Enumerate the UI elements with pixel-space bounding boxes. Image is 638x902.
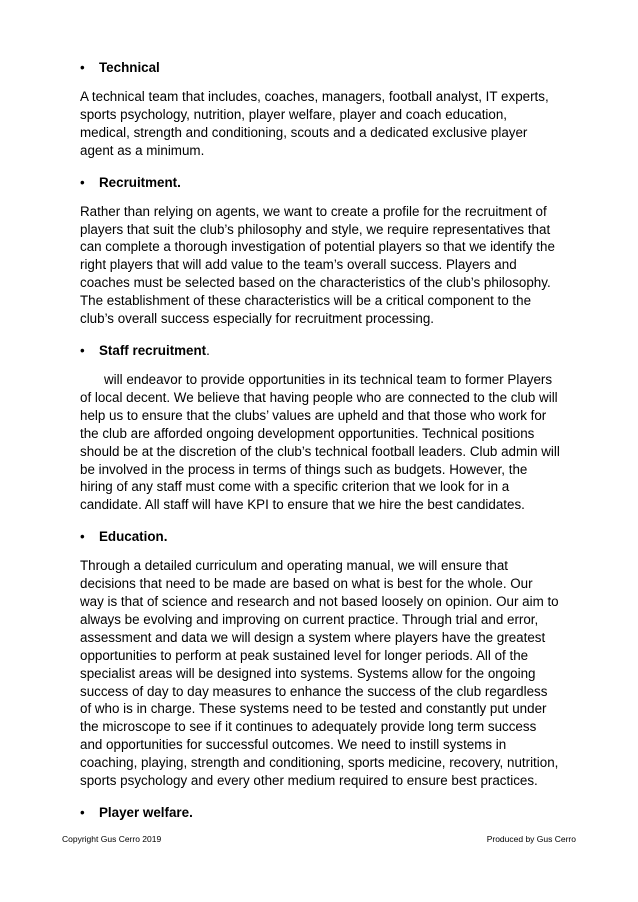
bullet-icon: • [80,805,85,820]
footer-credit: Produced by Gus Cerro [486,834,576,844]
paragraph-technical: A technical team that includes, coaches, managers, football analyst, IT experts, sports psychology, nutrition, player welfare, player and coach education, medical, strength and conditioning, scouts and a dedicated exclusive player agent as a minimum. [80,89,549,158]
paragraph-staff-recruitment [80,371,560,514]
page-content [80,58,560,833]
section-heading-education [80,527,560,547]
heading-period: . [206,342,210,358]
bullet-icon: • [80,60,85,75]
bullet-icon: • [80,529,85,545]
heading-text: Technical [99,60,160,75]
heading-text: Staff recruitment [99,342,207,358]
bullet-icon: • [80,342,85,358]
section-heading-staff-recruitment [80,341,560,361]
heading-text: Education. [99,529,168,545]
heading-text: Recruitment. [99,174,181,190]
bullet-icon: • [80,174,85,190]
paragraph-text: will endeavor to provide opportunities in its technical team to former Players of local decent. We believe that having people who are connected to the club will help us to ensure that the clubs’ values are upheld and that those who work for the club are afforded ongoing development opportunities. Technical positions should be at the discretion of the club’s technical football leaders. Club admin will be involved in the process in terms of things such as budgets. However, the hiring of any staff must come with a specific criterion that we look for in a candidate. All staff will have KPI to ensure that we hire the best candidates. [80,371,560,513]
section-heading-technical [80,58,560,78]
heading-text: Player welfare. [99,805,193,820]
paragraph-education: Through a detailed curriculum and operating manual, we will ensure that decisions that need to be made are based on what is best for the whole. Our way is that of science and research and not based loosely on opinion. Our aim to always be evolving and improving on current practice. Through trial and error, assessment and data we will design a system where players have the greatest opportunities to perform at peak sustained level for longer periods. All of the specialist areas will be designed into systems. Systems allow for the ongoing success of day to day measures to enhance the success of the club regardless of who is in charge. These systems need to be tested and constantly put under the microscope to see if it continues to adequately provide long term success and opportunities for successful outcomes. We need to instill systems in coaching, playing, strength and conditioning, sports medicine, recovery, nutrition, sports psychology and every other medium required to ensure best practices. [80,558,559,789]
section-heading-recruitment [80,173,560,193]
footer-copyright: Copyright Gus Cerro 2019 [62,834,162,844]
paragraph-recruitment: Rather than relying on agents, we want to create a profile for the recruitment of players that suit the club’s philosophy and style, we require representatives that can complete a thorough investigation of potential players so that we identify the right players that will add value to the team’s overall success. Players and coaches must be selected based on the characteristics of the club’s philosophy. The establishment of these characteristics will be a critical component to the club’s overall success especially for recruitment processing. [80,203,555,327]
section-heading-player-welfare [80,803,560,823]
